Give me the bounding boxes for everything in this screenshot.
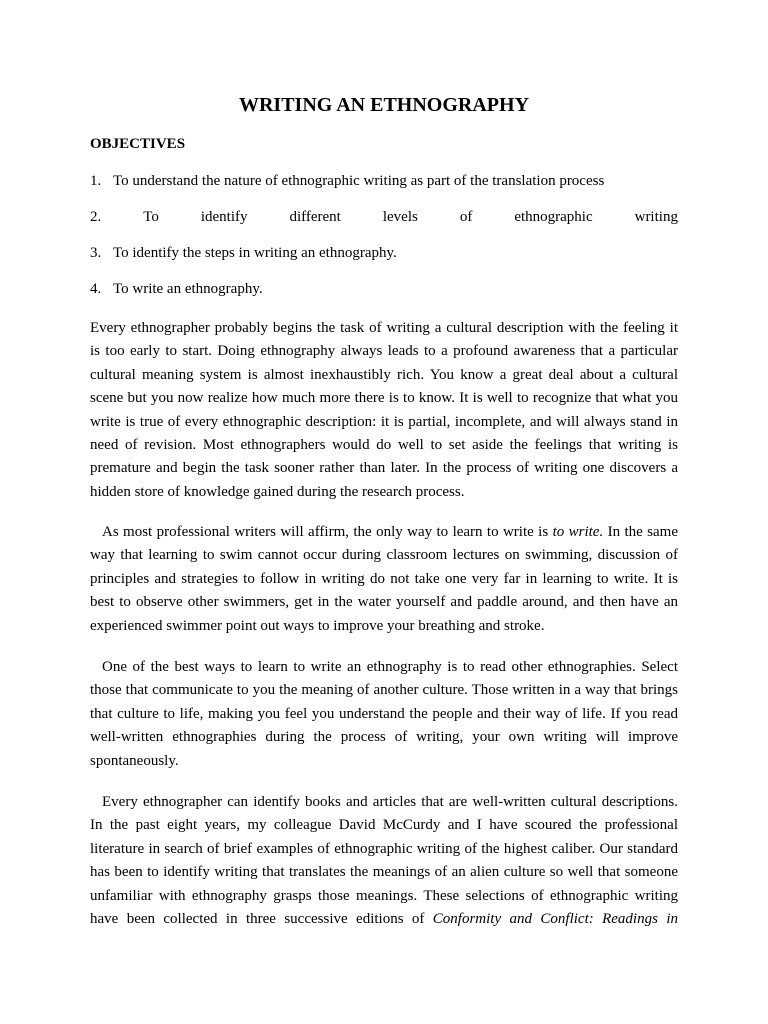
paragraph-line: experienced swimmer point out ways to improve your breathing and stroke. <box>90 617 545 634</box>
page-title: WRITING AN ETHNOGRAPHY <box>238 94 530 116</box>
objectives-heading: OBJECTIVES <box>90 136 186 152</box>
text-run: In the same <box>603 524 678 540</box>
paragraph-last-line <box>90 908 678 931</box>
paragraph-line: hidden store of knowledge gained during the research process. <box>90 483 465 500</box>
objective-word: identify <box>200 209 248 225</box>
objective-number: 4. <box>90 281 102 297</box>
paragraph-line: scene but you now realize how much more there is to know. It is well to recognize that what you <box>90 390 678 407</box>
body-paragraph-1 <box>90 317 678 504</box>
paragraph-line: need of revision. Most ethnographers would do well to set aside the feelings that writing is <box>90 436 678 453</box>
text-run: As most professional writers will affirm, the only way to learn to write is <box>102 524 553 540</box>
objective-number: 2. <box>90 209 102 225</box>
objective-word: writing <box>634 209 678 225</box>
objective-word: different <box>289 209 341 225</box>
paragraph-line: literature in search of brief examples of ethnographic writing of the highest caliber. Our standard <box>90 840 678 857</box>
paragraph-line: Every ethnographer probably begins the task of writing a cultural description with the feeling it <box>90 320 678 336</box>
paragraph-line: Every ethnographer can identify books and articles that are well-written cultural descriptions. <box>102 794 678 810</box>
body-paragraph-2 <box>90 521 678 638</box>
paragraph-first-line <box>90 521 678 544</box>
text-run: have been collected in three successive editions of <box>90 910 433 927</box>
book-title-text: Conformity and Conflict: Readings in <box>432 910 678 927</box>
paragraph-line: spontaneously. <box>90 752 179 769</box>
paragraph-line: write is true of every ethnographic description: it is partial, incomplete, and will always stand in <box>90 413 678 430</box>
body-paragraph-4 <box>90 791 678 931</box>
paragraph-line: way that learning to swim cannot occur during classroom lectures on swimming, discussion of <box>90 547 678 564</box>
objective-number: 3. <box>90 245 102 261</box>
objective-item-2 <box>90 207 678 227</box>
objective-word: levels <box>382 209 418 225</box>
paragraph-line: well-written ethnographies during the process of writing, your own writing will improve <box>90 729 678 746</box>
objective-number: 1. <box>90 173 102 189</box>
emphasis-text: to write. <box>552 524 604 540</box>
paragraph-line: unfamiliar with ethnography grasps those meanings. These selections of ethnographic writing <box>90 887 678 904</box>
paragraph-line: principles and strategies to follow in writing do not take one very far in learning to write. It is <box>90 570 678 587</box>
objective-item-1 <box>90 171 678 191</box>
body-paragraph-3 <box>90 656 678 773</box>
objective-word: To <box>143 209 159 225</box>
paragraph-line: those that communicate to you the meaning of another culture. Those written in a way that brings <box>90 682 678 699</box>
objective-word: ethnographic <box>514 209 593 225</box>
objective-text: To identify the steps in writing an ethnography. <box>113 245 397 261</box>
paragraph-line: best to observe other swimmers, get in the water yourself and paddle around, and then have an <box>90 594 678 611</box>
paragraph-line: premature and begin the task sooner rather than later. In the process of writing one discovers a <box>90 460 678 477</box>
paragraph-line: cultural meaning system is almost inexhaustibly rich. You know a great deal about a cultural <box>90 366 678 383</box>
objective-text: To write an ethnography. <box>113 281 263 297</box>
paragraph-line: In the past eight years, my colleague David McCurdy and I have scoured the professional <box>90 817 678 834</box>
paragraph-line: that culture to life, making you feel you understand the people and their way of life. If you read <box>90 705 678 722</box>
objective-text: To understand the nature of ethnographic writing as part of the translation process <box>113 173 605 189</box>
objective-item-3 <box>90 243 678 263</box>
paragraph-line: One of the best ways to learn to write an ethnography is to read other ethnographies. Select <box>102 659 678 675</box>
objective-item-4 <box>90 279 678 299</box>
paragraph-line: has been to identify writing that translates the meanings of an alien culture so well that someone <box>90 864 678 881</box>
objective-word: of <box>459 209 473 225</box>
paragraph-line: is too early to start. Doing ethnography always leads to a profound awareness that a particular <box>90 343 678 360</box>
